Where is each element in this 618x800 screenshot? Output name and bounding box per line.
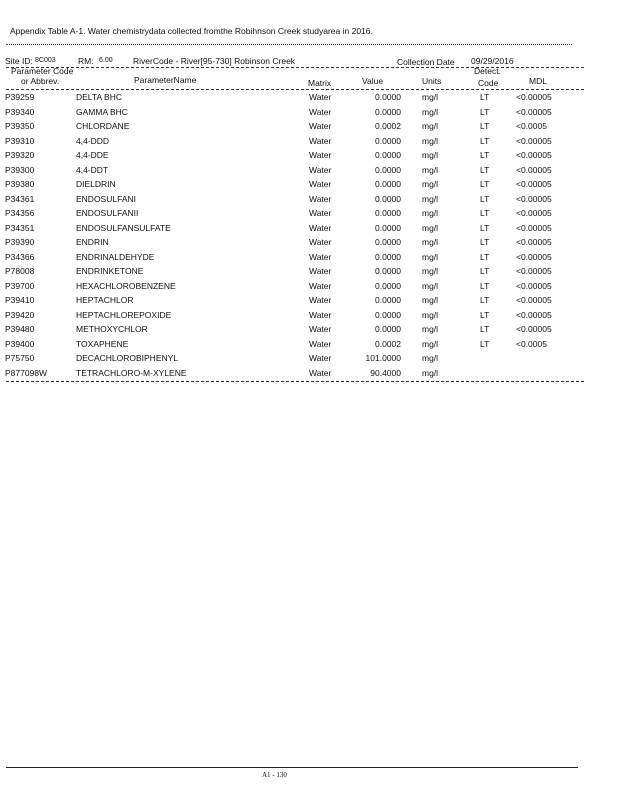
cell-mdl: <0.00005 (516, 193, 552, 204)
cell-param-code: P39350 (5, 121, 35, 131)
cell-units: mg/l (422, 367, 439, 378)
cell-param-name: TOXAPHENE (76, 338, 129, 349)
cell-detect-code: LT (480, 92, 490, 102)
cell-mdl: <0.00005 (516, 295, 552, 305)
cell-detect-code: LT (480, 164, 490, 175)
cell-value: 0.0000 (375, 280, 401, 291)
cell-matrix: Water (309, 353, 332, 363)
cell-mdl: <0.00005 (516, 135, 552, 146)
river-code: RiverCode - River[95-730] Robinson Creek (133, 56, 296, 66)
cell-param-code: P39410 (5, 295, 35, 305)
col-param-code-line1: Parameter Code (11, 66, 74, 76)
cell-value: 0.0000 (375, 251, 401, 262)
cell-param-name: ENDOSULFANSULFATE (76, 222, 171, 233)
cell-units: mg/l (422, 179, 439, 189)
cell-detect-code: LT (480, 237, 490, 247)
cell-matrix: Water (309, 251, 332, 262)
cell-matrix: Water (309, 179, 332, 189)
cell-param-code: P78008 (5, 266, 35, 276)
table-row (0, 281, 618, 296)
cell-value: 0.0000 (375, 179, 401, 189)
cell-value: 0.0000 (375, 237, 401, 247)
cell-units: mg/l (422, 237, 439, 247)
table-row (0, 310, 618, 325)
cell-detect-code: LT (480, 309, 490, 320)
cell-param-name: HEXACHLOROBENZENE (76, 280, 176, 291)
cell-mdl: <0.00005 (516, 324, 552, 334)
title-divider (6, 44, 572, 45)
cell-detect-code: LT (480, 251, 490, 262)
cell-matrix: Water (309, 295, 332, 305)
cell-value: 0.0000 (375, 208, 401, 218)
cell-param-name: ENDRIN (76, 237, 109, 247)
cell-units: mg/l (422, 338, 439, 349)
table-row (0, 136, 618, 151)
table-row (0, 107, 618, 122)
cell-mdl: <0.00005 (516, 222, 552, 233)
table-row (0, 266, 618, 281)
footer-rule (6, 767, 578, 768)
cell-value: 101.0000 (365, 353, 401, 363)
cell-param-name: ENDOSULFANI (76, 193, 136, 204)
cell-matrix: Water (309, 208, 332, 218)
cell-detect-code: LT (480, 338, 490, 349)
cell-units: mg/l (422, 266, 439, 276)
table-end-rule (6, 381, 584, 382)
col-mdl: MDL (529, 76, 547, 86)
cell-param-code: P39700 (5, 280, 35, 291)
cell-units: mg/l (422, 208, 439, 218)
cell-mdl: <0.00005 (516, 251, 552, 262)
cell-units: mg/l (422, 135, 439, 146)
cell-param-name: TETRACHLORO-M-XYLENE (76, 367, 187, 378)
cell-detect-code: LT (480, 106, 490, 117)
cell-matrix: Water (309, 266, 332, 276)
cell-param-code: P39310 (5, 135, 35, 146)
cell-value: 0.0000 (375, 150, 401, 160)
cell-mdl: <0.00005 (516, 150, 552, 160)
cell-units: mg/l (422, 280, 439, 291)
collection-date-label: Collection Date (397, 57, 455, 67)
cell-units: mg/l (422, 164, 439, 175)
table-row (0, 92, 618, 107)
cell-units: mg/l (422, 295, 439, 305)
cell-value: 0.0002 (375, 338, 401, 349)
cell-matrix: Water (309, 164, 332, 175)
cell-param-name: ENDOSULFANII (76, 208, 139, 218)
header-bottom-rule (6, 89, 584, 90)
col-param-code-line2: or Abbrev. (21, 76, 60, 86)
cell-param-code: P39300 (5, 164, 35, 175)
cell-matrix: Water (309, 92, 332, 102)
cell-param-name: 4,4-DDT (76, 164, 109, 175)
cell-detect-code: LT (480, 121, 490, 131)
table-row (0, 223, 618, 238)
cell-detect-code: LT (480, 135, 490, 146)
cell-param-name: ENDRINALDEHYDE (76, 251, 155, 262)
cell-param-name: CHLORDANE (76, 121, 130, 131)
cell-units: mg/l (422, 92, 439, 102)
cell-param-name: ENDRINKETONE (76, 266, 144, 276)
cell-mdl: <0.00005 (516, 164, 552, 175)
cell-matrix: Water (309, 150, 332, 160)
cell-detect-code: LT (480, 295, 490, 305)
cell-value: 0.0000 (375, 164, 401, 175)
cell-matrix: Water (309, 338, 332, 349)
table-row (0, 252, 618, 267)
cell-param-code: P39390 (5, 237, 35, 247)
table-row (0, 368, 618, 383)
cell-detect-code: LT (480, 222, 490, 233)
cell-value: 0.0000 (375, 295, 401, 305)
cell-matrix: Water (309, 367, 332, 378)
cell-mdl: <0.00005 (516, 92, 552, 102)
rm-value: 6.00 (99, 57, 113, 64)
cell-param-name: METHOXYCHLOR (76, 324, 148, 334)
cell-detect-code: LT (480, 324, 490, 334)
cell-matrix: Water (309, 121, 332, 131)
cell-mdl: <0.0005 (516, 338, 547, 349)
cell-matrix: Water (309, 193, 332, 204)
collection-date-value: 09/29/2016 (471, 56, 514, 66)
cell-matrix: Water (309, 280, 332, 291)
document-title: Appendix Table A-1. Water chemistrydata collected fromthe Robihnson Creek studyarea in 2016. (10, 26, 373, 36)
table-row (0, 324, 618, 339)
col-detect-line1: Detect. (474, 66, 501, 76)
table-row (0, 339, 618, 354)
cell-param-code: P34361 (5, 193, 35, 204)
cell-param-name: DIELDRIN (76, 179, 116, 189)
cell-param-code: P34366 (5, 251, 35, 262)
cell-units: mg/l (422, 121, 439, 131)
cell-param-code: P39380 (5, 179, 35, 189)
table-row (0, 353, 618, 368)
cell-param-name: 4,4-DDE (76, 150, 109, 160)
cell-param-code: P39400 (5, 338, 35, 349)
cell-param-code: P75750 (5, 353, 35, 363)
cell-param-code: P34356 (5, 208, 35, 218)
table-row (0, 165, 618, 180)
site-id-label: Site ID: (5, 56, 33, 66)
cell-matrix: Water (309, 135, 332, 146)
cell-units: mg/l (422, 309, 439, 320)
cell-units: mg/l (422, 324, 439, 334)
cell-value: 0.0000 (375, 193, 401, 204)
table-row (0, 150, 618, 165)
cell-param-name: 4,4-DDD (76, 135, 110, 146)
cell-matrix: Water (309, 106, 332, 117)
cell-param-code: P39480 (5, 324, 35, 334)
cell-value: 0.0000 (375, 92, 401, 102)
cell-value: 90.4000 (370, 367, 401, 378)
cell-matrix: Water (309, 222, 332, 233)
cell-param-code: P39320 (5, 150, 35, 160)
cell-mdl: <0.0005 (516, 121, 547, 131)
cell-units: mg/l (422, 222, 439, 233)
cell-mdl: <0.00005 (516, 280, 552, 291)
table-row (0, 237, 618, 252)
cell-matrix: Water (309, 324, 332, 334)
cell-mdl: <0.00005 (516, 208, 552, 218)
col-value: Value (362, 76, 384, 86)
cell-param-name: HEPTACHLOR (76, 295, 134, 305)
col-param-name: ParameterName (134, 75, 197, 85)
cell-value: 0.0000 (375, 106, 401, 117)
table-row (0, 208, 618, 223)
cell-units: mg/l (422, 251, 439, 262)
cell-detect-code: LT (480, 193, 490, 204)
page-number: A1 - 130 (262, 771, 287, 779)
table-row (0, 194, 618, 209)
cell-param-code: P39340 (5, 106, 35, 117)
cell-mdl: <0.00005 (516, 106, 552, 117)
table-row (0, 295, 618, 310)
cell-matrix: Water (309, 237, 332, 247)
cell-param-code: P877098W (5, 367, 48, 378)
cell-value: 0.0000 (375, 135, 401, 146)
cell-param-name: HEPTACHLOREPOXIDE (76, 309, 172, 320)
cell-param-name: GAMMA BHC (76, 106, 128, 117)
col-detect-line2: Code (478, 78, 499, 88)
col-units: Units (422, 76, 442, 86)
cell-units: mg/l (422, 193, 439, 204)
cell-detect-code: LT (480, 280, 490, 291)
rm-label: RM: (78, 56, 94, 66)
cell-detect-code: LT (480, 208, 490, 218)
cell-units: mg/l (422, 353, 439, 363)
cell-value: 0.0000 (375, 222, 401, 233)
cell-value: 0.0000 (375, 309, 401, 320)
col-matrix: Matrix (308, 78, 332, 88)
cell-param-code: P34351 (5, 222, 35, 233)
cell-detect-code: LT (480, 266, 490, 276)
cell-value: 0.0002 (375, 121, 401, 131)
cell-mdl: <0.00005 (516, 179, 552, 189)
cell-units: mg/l (422, 106, 439, 117)
cell-param-code: P39420 (5, 309, 35, 320)
cell-detect-code: LT (480, 150, 490, 160)
cell-param-name: DECACHLOROBIPHENYL (76, 353, 179, 363)
table-row (0, 121, 618, 136)
cell-mdl: <0.00005 (516, 237, 552, 247)
cell-units: mg/l (422, 150, 439, 160)
cell-value: 0.0000 (375, 266, 401, 276)
cell-param-code: P39259 (5, 92, 35, 102)
cell-matrix: Water (309, 309, 332, 320)
cell-value: 0.0000 (375, 324, 401, 334)
site-id-value: 8C003 (35, 57, 56, 64)
table-row (0, 179, 618, 194)
cell-param-name: DELTA BHC (76, 92, 122, 102)
cell-detect-code: LT (480, 179, 490, 189)
cell-mdl: <0.00005 (516, 266, 552, 276)
cell-mdl: <0.00005 (516, 309, 552, 320)
